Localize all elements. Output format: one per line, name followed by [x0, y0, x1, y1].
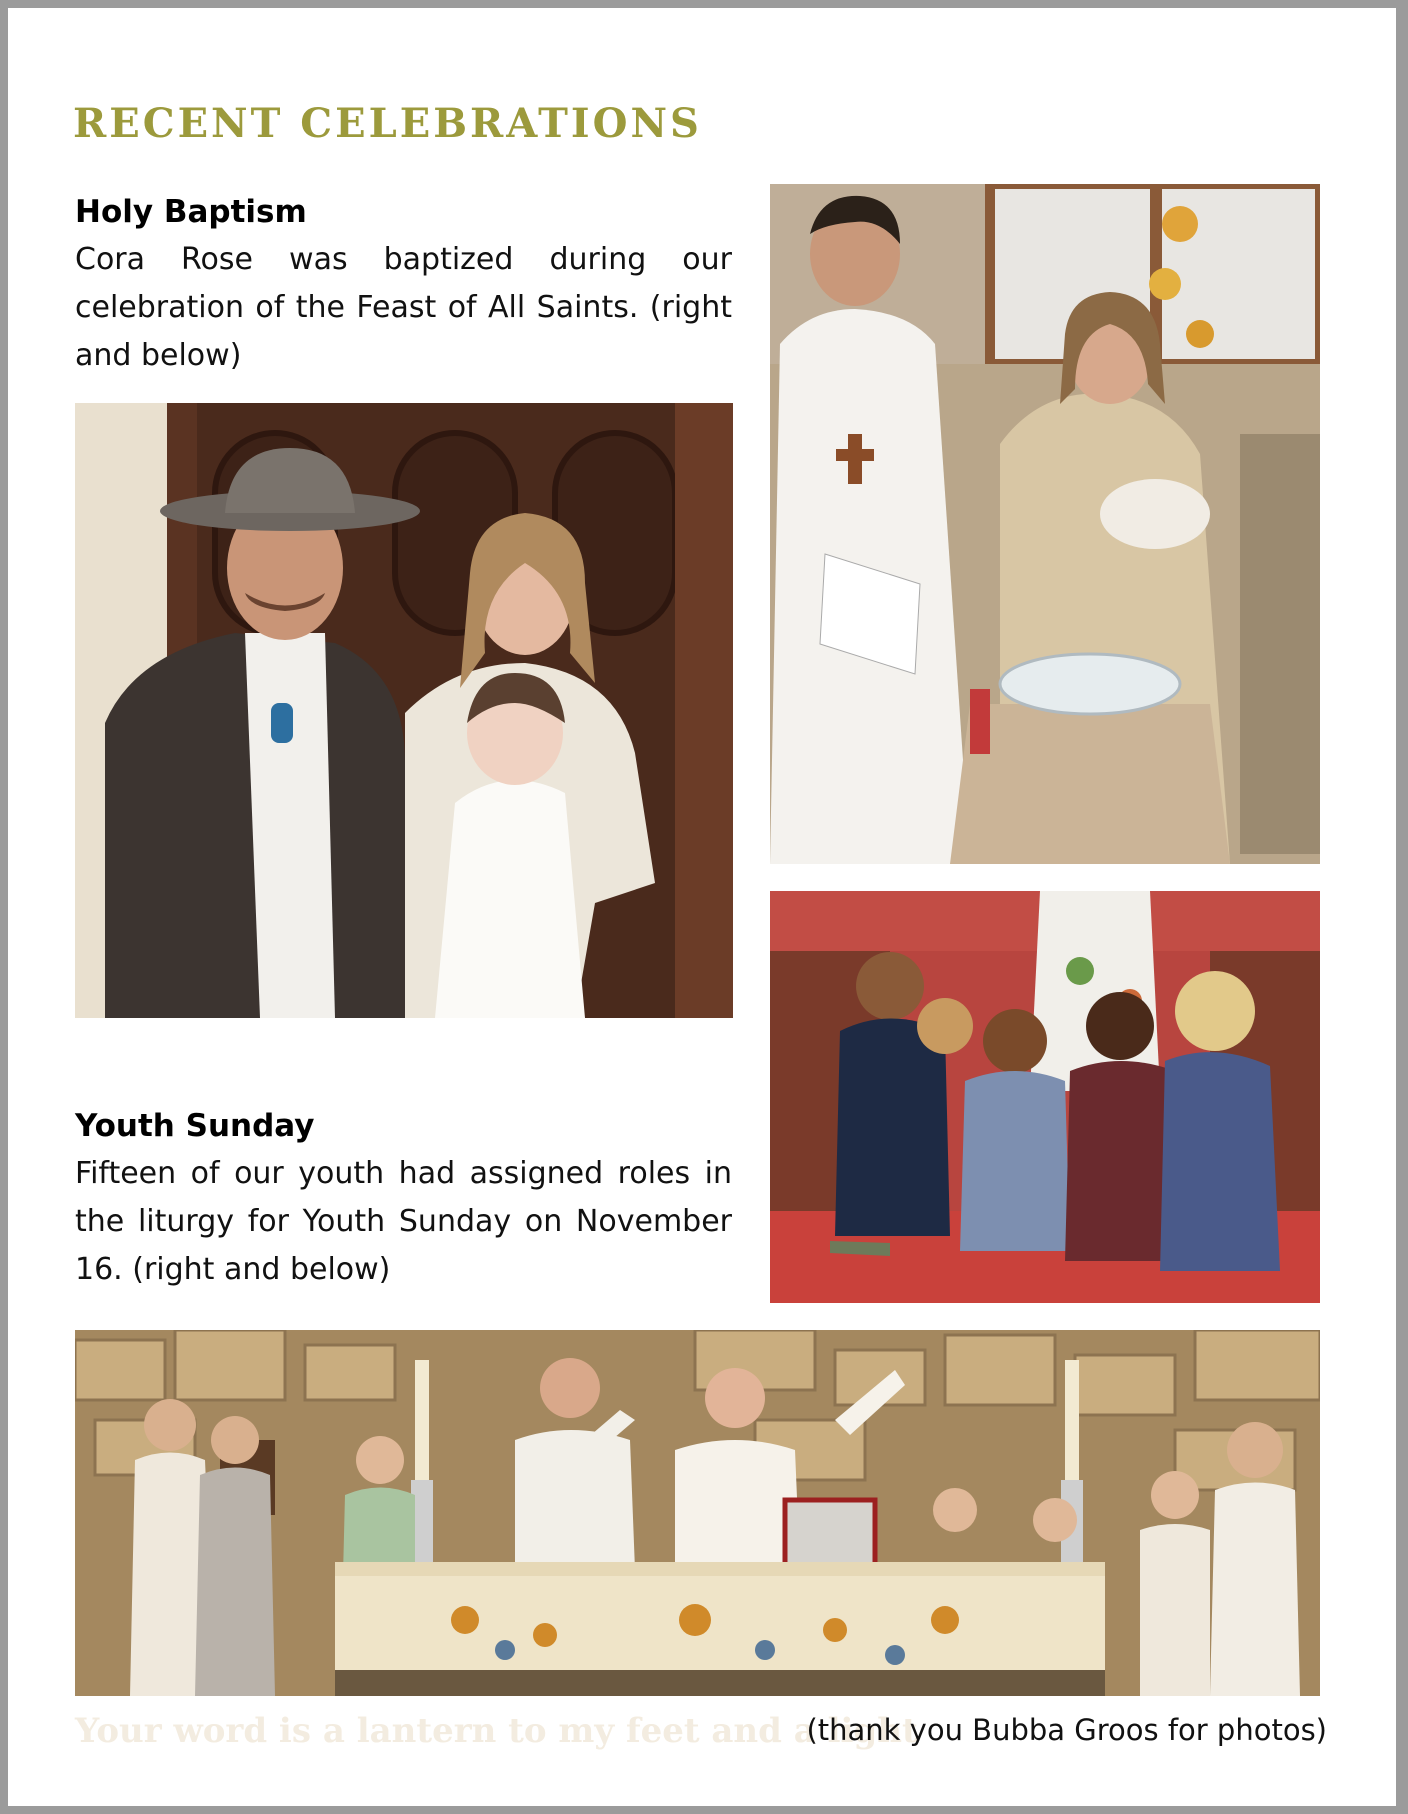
- baptism-font-photo: [770, 184, 1320, 864]
- newsletter-page: [8, 8, 1396, 1806]
- section-heading: RECENT CELEBRATIONS: [73, 100, 702, 147]
- baptism-text: Cora Rose was baptized during our celebration of the Feast of All Saints. (right and below): [75, 242, 732, 373]
- youth-text: Fifteen of our youth had assigned roles in the liturgy for Youth Sunday on November 16. (right and below): [75, 1156, 732, 1287]
- photo-credit: (thank you Bubba Groos for photos): [806, 1713, 1327, 1747]
- children-photo: [770, 891, 1320, 1303]
- watermark-verse: Your word is a lantern to my feet and a light: [75, 1711, 918, 1751]
- youth-title: Youth Sunday: [75, 1108, 315, 1144]
- altar-photo: [75, 1330, 1320, 1696]
- family-photo: [75, 403, 733, 1018]
- baptism-title: Holy Baptism: [75, 194, 307, 230]
